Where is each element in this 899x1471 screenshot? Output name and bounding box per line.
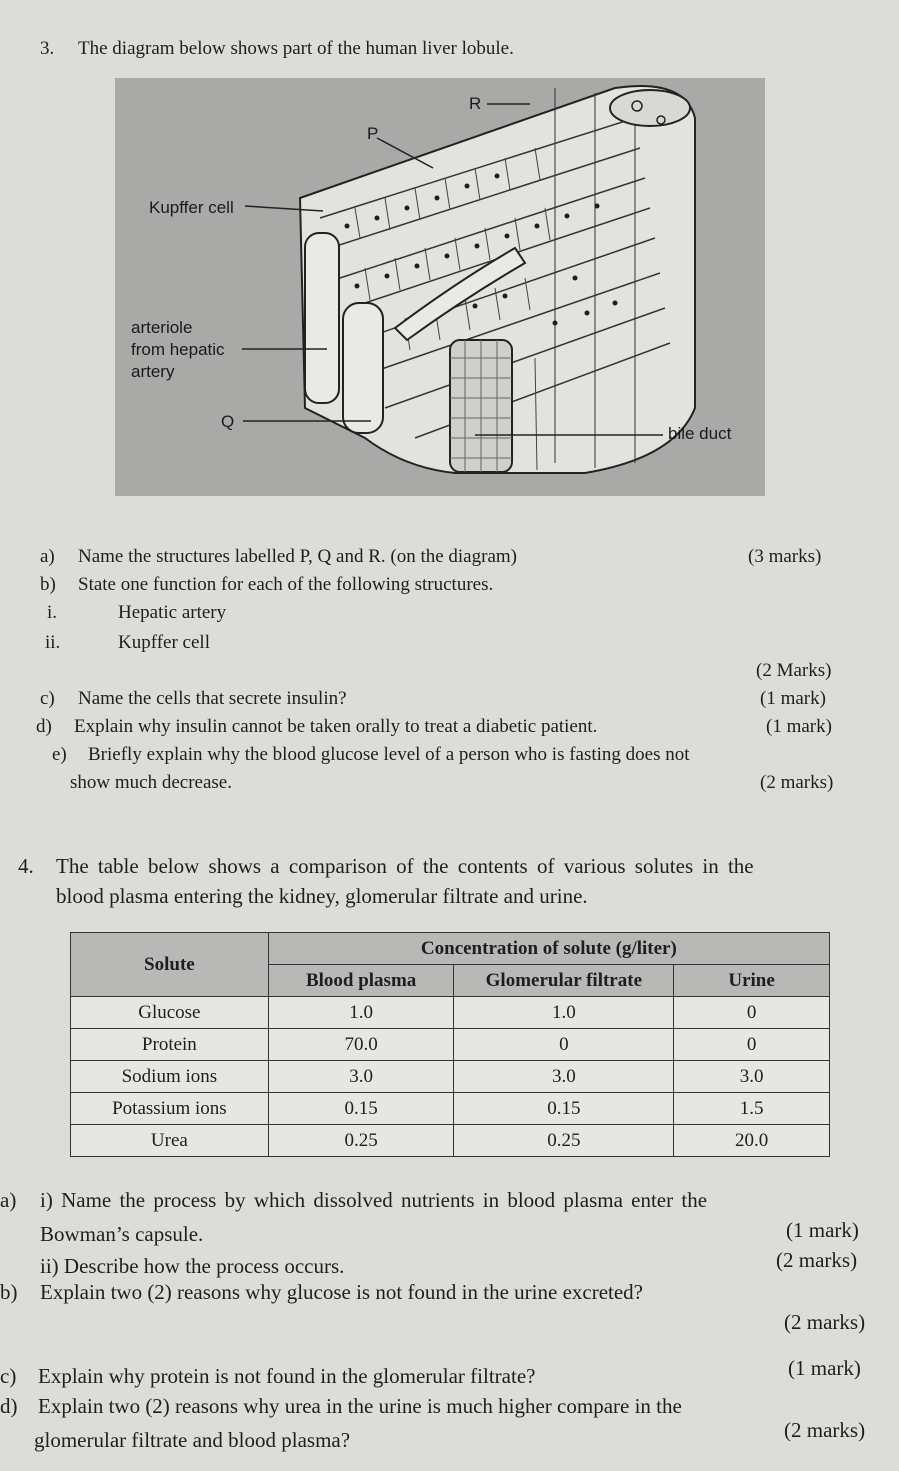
q3d-label: d)	[36, 716, 52, 737]
column-header-urine: Urine	[674, 965, 830, 997]
q4d-text-line2: glomerular filtrate and blood plasma?	[34, 1428, 351, 1452]
solute-table	[70, 932, 830, 1157]
cell-urine: 0	[674, 997, 830, 1029]
cell-glomerular-filtrate: 3.0	[454, 1061, 674, 1093]
cell-glomerular-filtrate: 0.25	[454, 1125, 674, 1157]
q4c-label: c)	[0, 1364, 17, 1388]
row-solute: Glucose	[71, 997, 269, 1029]
cell-glomerular-filtrate: 0.15	[454, 1093, 674, 1125]
label-arteriole-line2: from hepatic	[131, 340, 225, 359]
q3b-item-ii-text: Kupffer cell	[118, 632, 210, 653]
label-arteriole-line1: arteriole	[131, 318, 193, 337]
q4b-marks: (2 marks)	[784, 1310, 866, 1334]
concentration-header: Concentration of solute (g/liter)	[268, 933, 829, 965]
q4-intro-line2: blood plasma entering the kidney, glomerular filtrate and urine.	[56, 884, 588, 908]
q3b-item-i-text: Hepatic artery	[118, 602, 227, 623]
q3e-text-line1: Briefly explain why the blood glucose level of a person who is fasting does not	[88, 744, 690, 765]
cell-glomerular-filtrate: 1.0	[454, 997, 674, 1029]
central-vein	[610, 90, 690, 126]
cell-urine: 0	[674, 1029, 830, 1061]
label-kupffer-cell: Kupffer cell	[149, 198, 234, 217]
q3a-label: a)	[40, 546, 55, 567]
table-row	[71, 1061, 830, 1093]
label-q: Q	[221, 412, 235, 431]
cell-blood-plasma: 0.25	[268, 1125, 454, 1157]
cell-blood-plasma: 3.0	[268, 1061, 454, 1093]
q4b-text: Explain two (2) reasons why glucose is not found in the urine excreted?	[40, 1280, 644, 1304]
row-solute: Protein	[71, 1029, 269, 1061]
q3b-item-i-num: i.	[47, 602, 58, 623]
cell-blood-plasma: 0.15	[268, 1093, 454, 1125]
q3-number: 3.	[40, 38, 55, 59]
cell-urine: 1.5	[674, 1093, 830, 1125]
q3c-marks: (1 mark)	[760, 688, 826, 709]
q4a-i-line1: i) Name the process by which dissolved nutrients in blood plasma enter the	[40, 1188, 708, 1212]
table-row	[71, 997, 830, 1029]
q4-number: 4.	[18, 854, 34, 878]
column-header-blood-plasma: Blood plasma	[268, 965, 454, 997]
q3e-label: e)	[52, 744, 67, 765]
cell-blood-plasma: 70.0	[268, 1029, 454, 1061]
table-row	[71, 1125, 830, 1157]
q4c-marks: (1 mark)	[788, 1356, 861, 1380]
q3e-marks: (2 marks)	[760, 772, 834, 793]
solute-header: Solute	[71, 933, 269, 997]
label-r: R	[469, 94, 482, 113]
q3c-label: c)	[40, 688, 55, 709]
q3b-text: State one function for each of the following structures.	[78, 574, 494, 595]
q3b-marks: (2 Marks)	[756, 660, 832, 681]
cell-urine: 3.0	[674, 1061, 830, 1093]
q4d-text-line1: Explain two (2) reasons why urea in the urine is much higher compare in the	[38, 1394, 682, 1418]
q3d-text: Explain why insulin cannot be taken orally to treat a diabetic patient.	[74, 716, 598, 737]
column-header-glomerular-filtrate: Glomerular filtrate	[454, 965, 674, 997]
q3b-item-ii-num: ii.	[45, 632, 61, 653]
table-row	[71, 1093, 830, 1125]
table-row	[71, 1029, 830, 1061]
q4d-label: d)	[0, 1394, 18, 1418]
q4a-label: a)	[0, 1188, 17, 1212]
q3c-text: Name the cells that secrete insulin?	[78, 688, 347, 709]
q4b-label: b)	[0, 1280, 18, 1304]
row-solute: Sodium ions	[71, 1061, 269, 1093]
label-bile-duct: bile duct	[668, 424, 732, 443]
q4a-ii-marks: (2 marks)	[776, 1248, 858, 1272]
q3d-marks: (1 mark)	[766, 716, 832, 737]
q4d-marks: (2 marks)	[784, 1418, 866, 1442]
q4-intro-line1: The table below shows a comparison of the contents of various solutes in the	[56, 854, 754, 878]
q3e-text-line2: show much decrease.	[70, 772, 232, 793]
liver-lobule-diagram	[115, 78, 765, 496]
row-solute: Urea	[71, 1125, 269, 1157]
cell-blood-plasma: 1.0	[268, 997, 454, 1029]
label-arteriole-line3: artery	[131, 362, 175, 381]
row-solute: Potassium ions	[71, 1093, 269, 1125]
q3-intro: The diagram below shows part of the human liver lobule.	[78, 38, 514, 59]
q4a-ii-text: ii) Describe how the process occurs.	[40, 1254, 345, 1278]
q3a-text: Name the structures labelled P, Q and R. (on the diagram)	[78, 546, 517, 567]
q3a-marks: (3 marks)	[748, 546, 822, 567]
q4a-i-marks: (1 mark)	[786, 1218, 859, 1242]
cell-urine: 20.0	[674, 1125, 830, 1157]
q3b-label: b)	[40, 574, 56, 595]
label-p: P	[367, 124, 379, 143]
cell-glomerular-filtrate: 0	[454, 1029, 674, 1061]
q4c-text: Explain why protein is not found in the glomerular filtrate?	[38, 1364, 536, 1388]
q4a-i-line2: Bowman’s capsule.	[40, 1222, 204, 1246]
